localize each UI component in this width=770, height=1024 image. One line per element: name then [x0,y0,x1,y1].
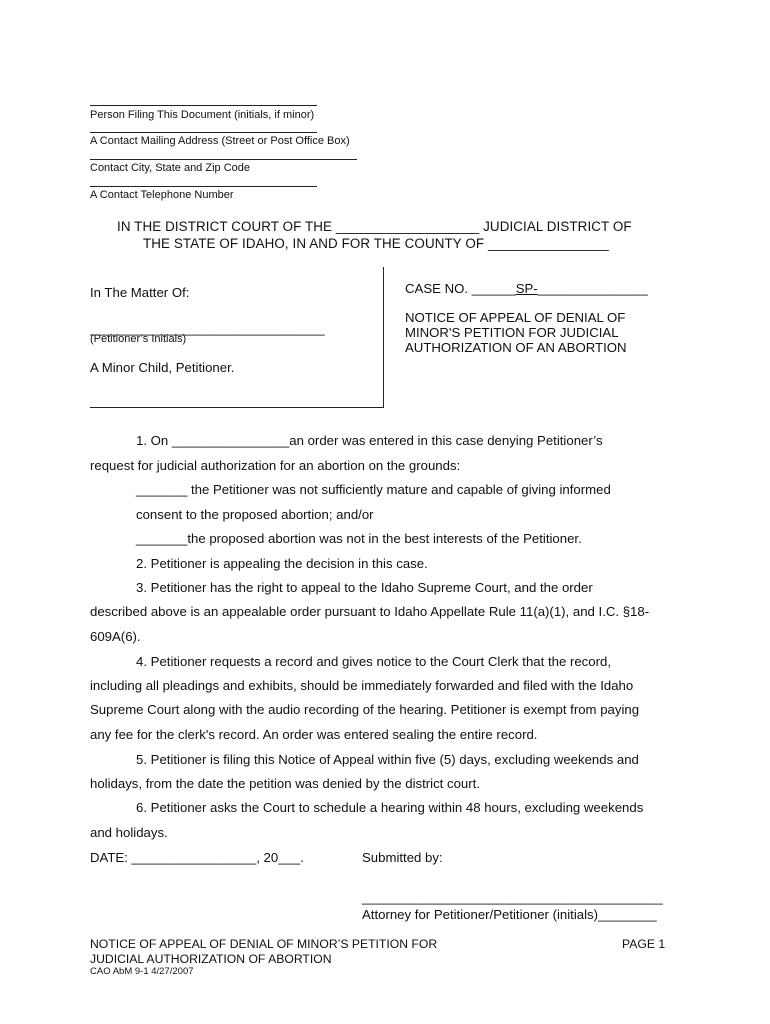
paragraph-6-line1: 6. Petitioner asks the Court to schedule a hearing within 48 hours, excluding weekends [136,800,644,815]
submitted-by-label: Submitted by: [362,850,443,865]
contact-address-line [90,132,317,133]
document-title-line3: AUTHORIZATION OF AN ABORTION [405,340,627,355]
paragraph-6-line2: and holidays. [90,825,168,840]
paragraph-4-line2: including all pleadings and exhibits, should be immediately forwarded and filed with the Idaho [90,678,634,693]
footer-title-line2: JUDICIAL AUTHORIZATION OF ABORTION [90,952,332,966]
document-title-line2: MINOR'S PETITION FOR JUDICIAL [405,325,619,340]
petitioner-initials-label: (Petitioner’s Initials) [90,333,187,345]
paragraph-4-line3: Supreme Court along with the audio recording of the hearing. Petitioner is exempt from paying [90,702,640,717]
signature-line: _________________________________________ [362,890,663,905]
case-number [405,281,648,296]
document-title [405,310,627,355]
court-header-line1: IN THE DISTRICT COURT OF THE ___________________ JUDICIAL DISTRICT OF [117,219,632,234]
contact-city-label: Contact City, State and Zip Code [90,162,250,174]
paragraph-5-line1: 5. Petitioner is filing this Notice of Appeal within five (5) days, excluding weekends and [136,752,639,767]
paragraph-3-line2: described above is an appealable order pursuant to Idaho Appellate Rule 11(a)(1), and I.C. §18- [90,604,650,619]
paragraph-1-option2: _______the proposed abortion was not in the best interests of the Petitioner. [136,531,582,546]
paragraph-1-option1-line1: _______ the Petitioner was not sufficiently mature and capable of giving informed [136,482,611,497]
footer-title-line1: NOTICE OF APPEAL OF DENIAL OF MINOR’S PETITION FOR [90,937,438,951]
petitioner-initials-line: ________________________________ [90,321,325,336]
paragraph-5-line2: holidays, from the date the petition was denied by the district court. [90,776,480,791]
contact-address-label: A Contact Mailing Address (Street or Post Office Box) [90,135,350,147]
matter-of-label: In The Matter Of: [90,285,190,300]
caption-bottom-rule [90,407,384,408]
contact-name-line [90,105,317,106]
paragraph-4-line1: 4. Petitioner requests a record and gives notice to the Court Clerk that the record, [136,654,612,669]
caption-vertical-rule [383,267,384,408]
case-number-prefix: SP- [515,281,538,296]
footer-title [90,937,437,967]
minor-child-label: A Minor Child, Petitioner. [90,360,235,375]
paragraph-1-line1: 1. On ________________an order was entered in this case denying Petitioner’s [136,433,603,448]
paragraph-3-line3: 609A(6). [90,629,141,644]
paragraph-1-option1-line2: consent to the proposed abortion; and/or [136,507,374,522]
date-line: DATE: _________________, 20___. [90,850,304,865]
case-number-blank: _______________ [537,281,648,296]
contact-city-line [90,159,357,160]
case-number-label: CASE NO. ______ [405,281,516,296]
contact-phone-line [90,186,317,187]
paragraph-3-line1: 3. Petitioner has the right to appeal to the Idaho Supreme Court, and the order [136,580,593,595]
form-code: CAO AbM 9-1 4/27/2007 [90,966,194,977]
document-title-line1: NOTICE OF APPEAL OF DENIAL OF [405,310,626,325]
paragraph-2: 2. Petitioner is appealing the decision in this case. [136,556,428,571]
contact-phone-label: A Contact Telephone Number [90,189,234,201]
court-header-line2: THE STATE OF IDAHO, IN AND FOR THE COUNTY OF ________________ [143,236,609,251]
page-number: PAGE 1 [622,937,666,951]
paragraph-1-line2: request for judicial authorization for an abortion on the grounds: [90,458,461,473]
contact-name-label: Person Filing This Document (initials, if minor) [90,109,315,121]
paragraph-4-line4: any fee for the clerk's record. An order was entered sealing the entire record. [90,727,538,742]
attorney-label: Attorney for Petitioner/Petitioner (initials)________ [362,907,657,922]
